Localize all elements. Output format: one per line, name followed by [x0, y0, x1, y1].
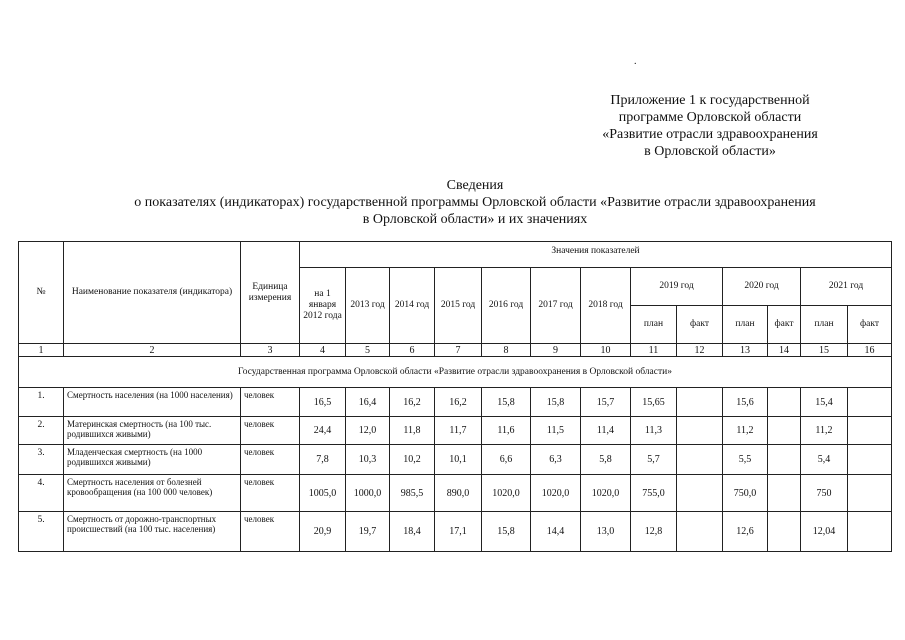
- header-year-2013: 2013 год: [346, 268, 390, 344]
- column-number: 15: [801, 344, 848, 357]
- indicator-name: Смертность от дорожно-транспортных происшествий (на 100 тыс. населения): [64, 512, 241, 552]
- table-row: [19, 388, 892, 417]
- column-number: 9: [531, 344, 581, 357]
- indicator-name: Младенческая смертность (на 1000 родившихся живыми): [64, 445, 241, 475]
- document-heading: [40, 177, 905, 228]
- value-cell: [677, 475, 723, 512]
- value-cell: 16,5: [300, 388, 346, 417]
- value-cell: 11,5: [531, 417, 581, 445]
- value-cell: 15,8: [531, 388, 581, 417]
- value-cell: 20,9: [300, 512, 346, 552]
- column-number: 4: [300, 344, 346, 357]
- value-cell: 11,3: [631, 417, 677, 445]
- column-number: 2: [64, 344, 241, 357]
- value-cell: [848, 388, 892, 417]
- value-cell: [677, 512, 723, 552]
- appendix-note: [560, 92, 860, 160]
- value-cell: 10,3: [346, 445, 390, 475]
- value-cell: 15,6: [723, 388, 768, 417]
- column-number: 10: [581, 344, 631, 357]
- value-cell: 1005,0: [300, 475, 346, 512]
- unit-cell: человек: [241, 417, 300, 445]
- header-year-2015: 2015 год: [435, 268, 482, 344]
- value-cell: 16,4: [346, 388, 390, 417]
- header-indicator-name: Наименование показателя (индикатора): [64, 242, 241, 344]
- value-cell: 12,6: [723, 512, 768, 552]
- value-cell: 11,4: [581, 417, 631, 445]
- indicators-table: [18, 241, 892, 552]
- header-fact-2021: факт: [848, 306, 892, 344]
- header-plan-2020: план: [723, 306, 768, 344]
- heading-title: Сведения: [446, 178, 504, 193]
- value-cell: [768, 417, 801, 445]
- header-year-2019: 2019 год: [631, 268, 723, 306]
- value-cell: 755,0: [631, 475, 677, 512]
- value-cell: [677, 445, 723, 475]
- value-cell: 1000,0: [346, 475, 390, 512]
- value-cell: [848, 512, 892, 552]
- value-cell: 1020,0: [482, 475, 531, 512]
- value-cell: 15,7: [581, 388, 631, 417]
- value-cell: 1020,0: [581, 475, 631, 512]
- value-cell: 11,6: [482, 417, 531, 445]
- value-cell: 1020,0: [531, 475, 581, 512]
- value-cell: 11,7: [435, 417, 482, 445]
- column-number: 12: [677, 344, 723, 357]
- value-cell: 750,0: [723, 475, 768, 512]
- value-cell: [848, 417, 892, 445]
- column-number: 5: [346, 344, 390, 357]
- header-fact-2020: факт: [768, 306, 801, 344]
- value-cell: 15,8: [482, 512, 531, 552]
- header-year-2018: 2018 год: [581, 268, 631, 344]
- value-cell: 750: [801, 475, 848, 512]
- value-cell: 11,2: [723, 417, 768, 445]
- header-values: Значения показателей: [300, 242, 892, 268]
- page-mark: .: [634, 56, 637, 67]
- header-year-2017: 2017 год: [531, 268, 581, 344]
- column-number: 16: [848, 344, 892, 357]
- value-cell: 6,3: [531, 445, 581, 475]
- value-cell: 11,2: [801, 417, 848, 445]
- column-number: 14: [768, 344, 801, 357]
- row-number: 5.: [19, 512, 64, 552]
- value-cell: [768, 445, 801, 475]
- section-title: Государственная программа Орловской области «Развитие отрасли здравоохранения в Орловской области»: [19, 357, 892, 388]
- row-number: 1.: [19, 388, 64, 417]
- value-cell: [768, 475, 801, 512]
- value-cell: 6,6: [482, 445, 531, 475]
- value-cell: 12,8: [631, 512, 677, 552]
- value-cell: 7,8: [300, 445, 346, 475]
- value-cell: 15,65: [631, 388, 677, 417]
- table-row: [19, 445, 892, 475]
- column-number: 8: [482, 344, 531, 357]
- table-row: [19, 475, 892, 512]
- section-row: [19, 357, 892, 388]
- value-cell: 13,0: [581, 512, 631, 552]
- appendix-line: программе Орловской области: [618, 110, 802, 125]
- value-cell: 15,8: [482, 388, 531, 417]
- value-cell: 12,04: [801, 512, 848, 552]
- value-cell: 15,4: [801, 388, 848, 417]
- indicator-name: Смертность населения (на 1000 населения): [64, 388, 241, 417]
- header-year-2012: на 1 января 2012 года: [300, 268, 346, 344]
- row-number: 2.: [19, 417, 64, 445]
- unit-cell: человек: [241, 512, 300, 552]
- value-cell: 5,4: [801, 445, 848, 475]
- row-number: 3.: [19, 445, 64, 475]
- header-year-2016: 2016 год: [482, 268, 531, 344]
- header-number: №: [19, 242, 64, 344]
- column-number: 7: [435, 344, 482, 357]
- value-cell: 17,1: [435, 512, 482, 552]
- unit-cell: человек: [241, 475, 300, 512]
- appendix-line: Приложение 1 к государственной: [610, 93, 810, 108]
- value-cell: 890,0: [435, 475, 482, 512]
- unit-cell: человек: [241, 445, 300, 475]
- heading-line: в Орловской области» и их значениях: [362, 212, 588, 227]
- header-year-2014: 2014 год: [390, 268, 435, 344]
- header-unit: Единица измерения: [241, 242, 300, 344]
- value-cell: 18,4: [390, 512, 435, 552]
- column-number: 13: [723, 344, 768, 357]
- table-row: [19, 417, 892, 445]
- value-cell: [677, 388, 723, 417]
- value-cell: [848, 475, 892, 512]
- heading-line: о показателях (индикаторах) государственной программы Орловской области «Развитие отрасли здравоохранения: [134, 195, 816, 210]
- value-cell: 16,2: [390, 388, 435, 417]
- header-year-2020: 2020 год: [723, 268, 801, 306]
- header-fact-2019: факт: [677, 306, 723, 344]
- unit-cell: человек: [241, 388, 300, 417]
- column-number: 1: [19, 344, 64, 357]
- column-number: 6: [390, 344, 435, 357]
- value-cell: 5,7: [631, 445, 677, 475]
- value-cell: 10,2: [390, 445, 435, 475]
- row-number: 4.: [19, 475, 64, 512]
- header-year-2021: 2021 год: [801, 268, 892, 306]
- value-cell: 16,2: [435, 388, 482, 417]
- header-plan-2019: план: [631, 306, 677, 344]
- indicator-name: Смертность населения от болезней кровообращения (на 100 000 человек): [64, 475, 241, 512]
- appendix-line: в Орловской области»: [644, 144, 776, 159]
- value-cell: 985,5: [390, 475, 435, 512]
- value-cell: 11,8: [390, 417, 435, 445]
- value-cell: 19,7: [346, 512, 390, 552]
- column-number: 11: [631, 344, 677, 357]
- appendix-line: «Развитие отрасли здравоохранения: [602, 127, 818, 142]
- value-cell: [768, 512, 801, 552]
- value-cell: [848, 445, 892, 475]
- indicator-name: Материнская смертность (на 100 тыс. родившихся живыми): [64, 417, 241, 445]
- header-plan-2021: план: [801, 306, 848, 344]
- value-cell: 14,4: [531, 512, 581, 552]
- value-cell: 24,4: [300, 417, 346, 445]
- column-number: 3: [241, 344, 300, 357]
- value-cell: 12,0: [346, 417, 390, 445]
- table-row: [19, 512, 892, 552]
- value-cell: 5,8: [581, 445, 631, 475]
- value-cell: 5,5: [723, 445, 768, 475]
- column-numbers-row: [19, 344, 892, 357]
- value-cell: [768, 388, 801, 417]
- value-cell: 10,1: [435, 445, 482, 475]
- value-cell: [677, 417, 723, 445]
